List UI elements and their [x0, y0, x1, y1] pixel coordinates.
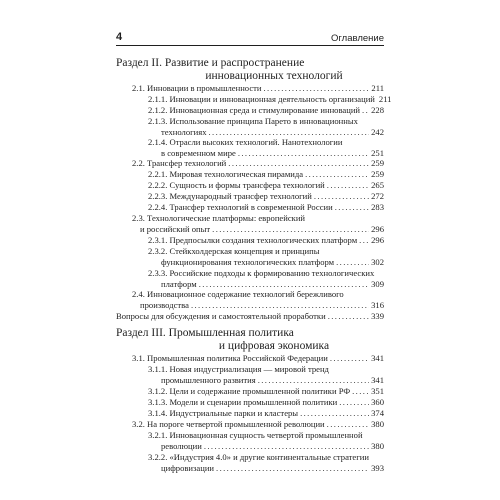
toc-entry-title: 2.4. Инновационное содержание технологий бережливого — [132, 289, 344, 299]
toc-entry[interactable] — [116, 289, 384, 310]
dot-leader — [191, 300, 369, 311]
toc-entry[interactable] — [116, 386, 384, 397]
toc-page-ref: 380 — [371, 419, 384, 429]
dot-leader — [339, 397, 369, 408]
section-heading-line: Раздел II. Развитие и распространение — [116, 57, 305, 69]
toc-entry-title: 2.1. Инновации в промышленности — [132, 83, 262, 93]
toc-entry-title: 3.1.3. Модели и сценарии промышленной политики — [148, 397, 338, 407]
toc-entry-title: 3.1.4. Индустриальные парки и кластеры — [148, 408, 299, 418]
toc-entry[interactable] — [116, 246, 384, 267]
toc-page-ref: 316 — [371, 299, 384, 310]
toc-entry[interactable] — [116, 83, 384, 94]
toc-entry-title: 2.1.1. Инновации и инновационная деятельность организаций — [148, 94, 375, 104]
dot-leader — [314, 191, 369, 202]
toc-page-ref: 251 — [371, 147, 384, 158]
toc-page-ref: 211 — [371, 83, 384, 93]
toc-entry[interactable] — [116, 169, 384, 180]
toc-entry-title: 3.1.2. Цели и содержание промышленной политики РФ — [148, 386, 351, 396]
dot-leader — [199, 279, 369, 290]
toc-page-ref: 302 — [371, 256, 384, 267]
toc-entry-title: 2.2. Трансфер технологий — [132, 158, 227, 168]
dot-leader — [359, 235, 369, 246]
toc-page-ref: 341 — [371, 374, 384, 385]
toc-entry[interactable] — [116, 408, 384, 419]
toc-page-ref: 211 — [378, 94, 392, 104]
toc-entry[interactable] — [116, 94, 392, 105]
toc-entry[interactable] — [116, 364, 384, 385]
section-heading — [116, 327, 384, 353]
toc-entry[interactable] — [116, 180, 384, 191]
header-rule — [116, 45, 384, 46]
dot-leader — [228, 158, 369, 169]
toc-page-ref: 296 — [371, 223, 384, 234]
toc-page-ref: 283 — [371, 202, 384, 212]
dot-leader — [212, 224, 369, 235]
toc-entry[interactable] — [116, 419, 384, 430]
toc-entry-title: в современном мире — [161, 147, 236, 158]
dot-leader — [330, 353, 369, 364]
toc-page-ref: 374 — [371, 408, 384, 418]
toc-entry[interactable] — [116, 191, 384, 202]
dot-leader — [204, 441, 369, 452]
toc-page-ref: 360 — [371, 397, 384, 407]
toc-entry-title: производства — [140, 299, 189, 310]
dot-leader — [305, 169, 369, 180]
toc-page-ref: 242 — [371, 126, 384, 137]
dot-leader — [327, 180, 369, 191]
page-number: 4 — [116, 31, 123, 43]
toc-page-ref: 265 — [371, 180, 384, 190]
toc-entry-title: 2.2.2. Сущность и формы трансфера технологий — [148, 180, 325, 190]
toc-entry[interactable] — [116, 452, 384, 473]
toc-entry-title: 2.1.2. Инновационная среда и стимулирование инноваций — [148, 105, 361, 115]
toc-entry-title: 3.2.1. Инновационная сущность четвертой промышленной — [148, 430, 363, 440]
toc-entry-title: 3.2. На пороге четвертой промышленной революции — [132, 419, 325, 429]
toc-entry[interactable] — [116, 397, 384, 408]
toc-page-ref: 380 — [371, 440, 384, 451]
toc-entry-title: 2.2.1. Мировая технологическая пирамида — [148, 169, 304, 179]
toc-entry[interactable] — [116, 268, 384, 289]
toc-entry-title: 2.2.4. Трансфер технологий в современной России — [148, 202, 333, 212]
section-heading — [116, 57, 384, 83]
toc-entry-title: революции — [161, 440, 202, 451]
toc-page-ref: 341 — [371, 353, 384, 363]
dot-leader — [209, 127, 370, 138]
toc-page-ref: 296 — [371, 235, 384, 245]
toc-entry-title: и российский опыт — [140, 223, 211, 234]
toc-entry[interactable] — [116, 105, 384, 116]
toc-entry-title: 2.1.3. Использование принципа Парето в инновационных — [148, 116, 358, 126]
toc-page-ref: 339 — [371, 311, 384, 321]
toc-entry-title: технологиях — [161, 126, 207, 137]
toc-entry-title: 2.3.3. Российские подходы к формированию технологических — [148, 268, 375, 278]
dot-leader — [264, 83, 370, 94]
toc-entry-title: 3.1. Промышленная политика Российской Федерации — [132, 353, 328, 363]
toc-entry-title: 2.3. Технологические платформы: европейский — [132, 213, 306, 223]
dot-leader — [352, 386, 369, 397]
dot-leader — [216, 463, 369, 474]
toc-entry[interactable] — [116, 213, 384, 234]
toc-entry-title: Вопросы для обсуждения и самостоятельной проработки — [116, 311, 326, 321]
toc-entry-title: 2.3.1. Предпосылки создания технологических платформ — [148, 235, 358, 245]
section-heading-line: и цифровая экономика — [218, 340, 330, 352]
dot-leader — [336, 257, 369, 268]
section-heading-line: Раздел III. Промышленная политика — [116, 327, 294, 339]
dot-leader — [300, 408, 369, 419]
dot-leader — [335, 202, 369, 213]
toc-page-ref: 259 — [371, 158, 384, 168]
toc-entry[interactable] — [116, 202, 384, 213]
toc-page-ref: 259 — [371, 169, 384, 179]
toc-entry[interactable] — [116, 311, 384, 322]
toc-page-ref: 228 — [371, 105, 384, 115]
running-head: Оглавление — [331, 33, 384, 44]
toc-entry-title: цифровизации — [161, 462, 215, 473]
toc-entry-title: 3.2.2. «Индустрия 4.0» и другие континентальные стратегии — [148, 452, 369, 462]
toc-entry[interactable] — [116, 116, 384, 137]
toc-entry[interactable] — [116, 235, 384, 246]
toc-entry[interactable] — [116, 158, 384, 169]
toc-page-ref: 272 — [371, 191, 384, 201]
toc-entry-title: 2.3.2. Стейкхолдерская концепция и принципы — [148, 246, 320, 256]
toc-entry-title: функционирования технологических платформ — [161, 256, 335, 267]
toc-entry-title: 3.1.1. Новая индустриализация — мировой тренд — [148, 364, 329, 374]
toc-page-ref: 393 — [371, 462, 384, 473]
dot-leader — [327, 419, 369, 430]
toc-page-ref: 351 — [371, 386, 384, 396]
dot-leader — [362, 105, 369, 116]
dot-leader — [258, 375, 369, 386]
section-heading-line: инновационных технологий — [205, 70, 343, 82]
dot-leader — [328, 311, 369, 322]
toc-page-ref: 309 — [371, 278, 384, 289]
dot-leader — [238, 148, 369, 159]
toc-entry-title: платформ — [161, 278, 197, 289]
toc-entry-title: промышленного развития — [161, 374, 256, 385]
toc-entry[interactable] — [116, 430, 384, 451]
toc-entry-title: 2.1.4. Отрасли высоких технологий. Нанотехнологии — [148, 137, 343, 147]
toc-entry[interactable] — [116, 353, 384, 364]
toc-entry-title: 2.2.3. Международный трансфер технологий — [148, 191, 312, 201]
toc-entry[interactable] — [116, 137, 384, 158]
